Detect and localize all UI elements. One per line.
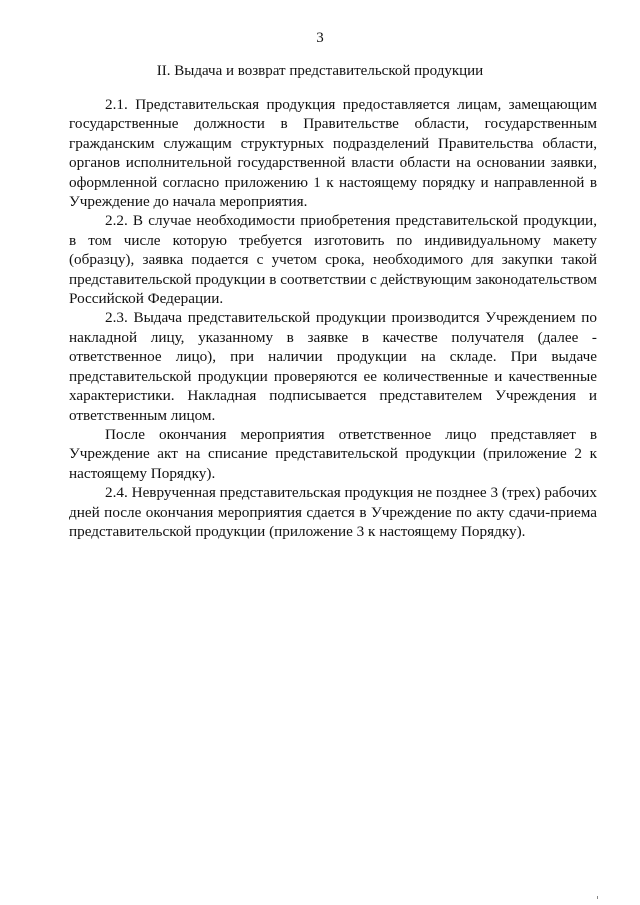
paragraph-2-3: 2.3. Выдача представительской продукции производится Учреждением по накладной лицу, указанному в заявке в качестве получателя (далее - ответственное лицо), при наличии продукции на складе. При выдаче представительской продукции проверяются ее количественные и качественные характеристики. Накладная подписывается представителем Учреждения и ответственным лицом.: [69, 309, 597, 424]
paragraph-2-1: 2.1. Представительская продукция предоставляется лицам, замещающим государственные должности в Правительстве области, государственным гражданским служащим структурных подразделений Правительства области, органов исполнительной государственной власти области на основании заявки, оформленной согласно приложению 1 к настоящему порядку и направленной в Учреждение до начала мероприятия.: [69, 96, 597, 211]
page-number: 3: [316, 30, 324, 46]
paragraph-2-3-continued: После окончания мероприятия ответственное лицо представляет в Учреждение акт на списание представительской продукции (приложение 2 к настоящему Порядку).: [69, 425, 597, 482]
section-title: II. Выдача и возврат представительской продукции: [156, 63, 484, 79]
document-body: [69, 95, 597, 541]
scan-artifact: [597, 896, 598, 899]
paragraph-2-2: 2.2. В случае необходимости приобретения представительской продукции, в том числе которую требуется изготовить по индивидуальному макету (образцу), заявка подается с учетом срока, необходимого для закупки такой представительской продукции в соответствии с действующим законодательством Российской Федерации.: [69, 212, 597, 308]
paragraph-2-4: 2.4. Неврученная представительская продукция не позднее 3 (трех) рабочих дней после окончания мероприятия сдается в Учреждение по акту сдачи-приема представительской продукции (приложение 3 к настоящему Порядку).: [69, 484, 597, 540]
